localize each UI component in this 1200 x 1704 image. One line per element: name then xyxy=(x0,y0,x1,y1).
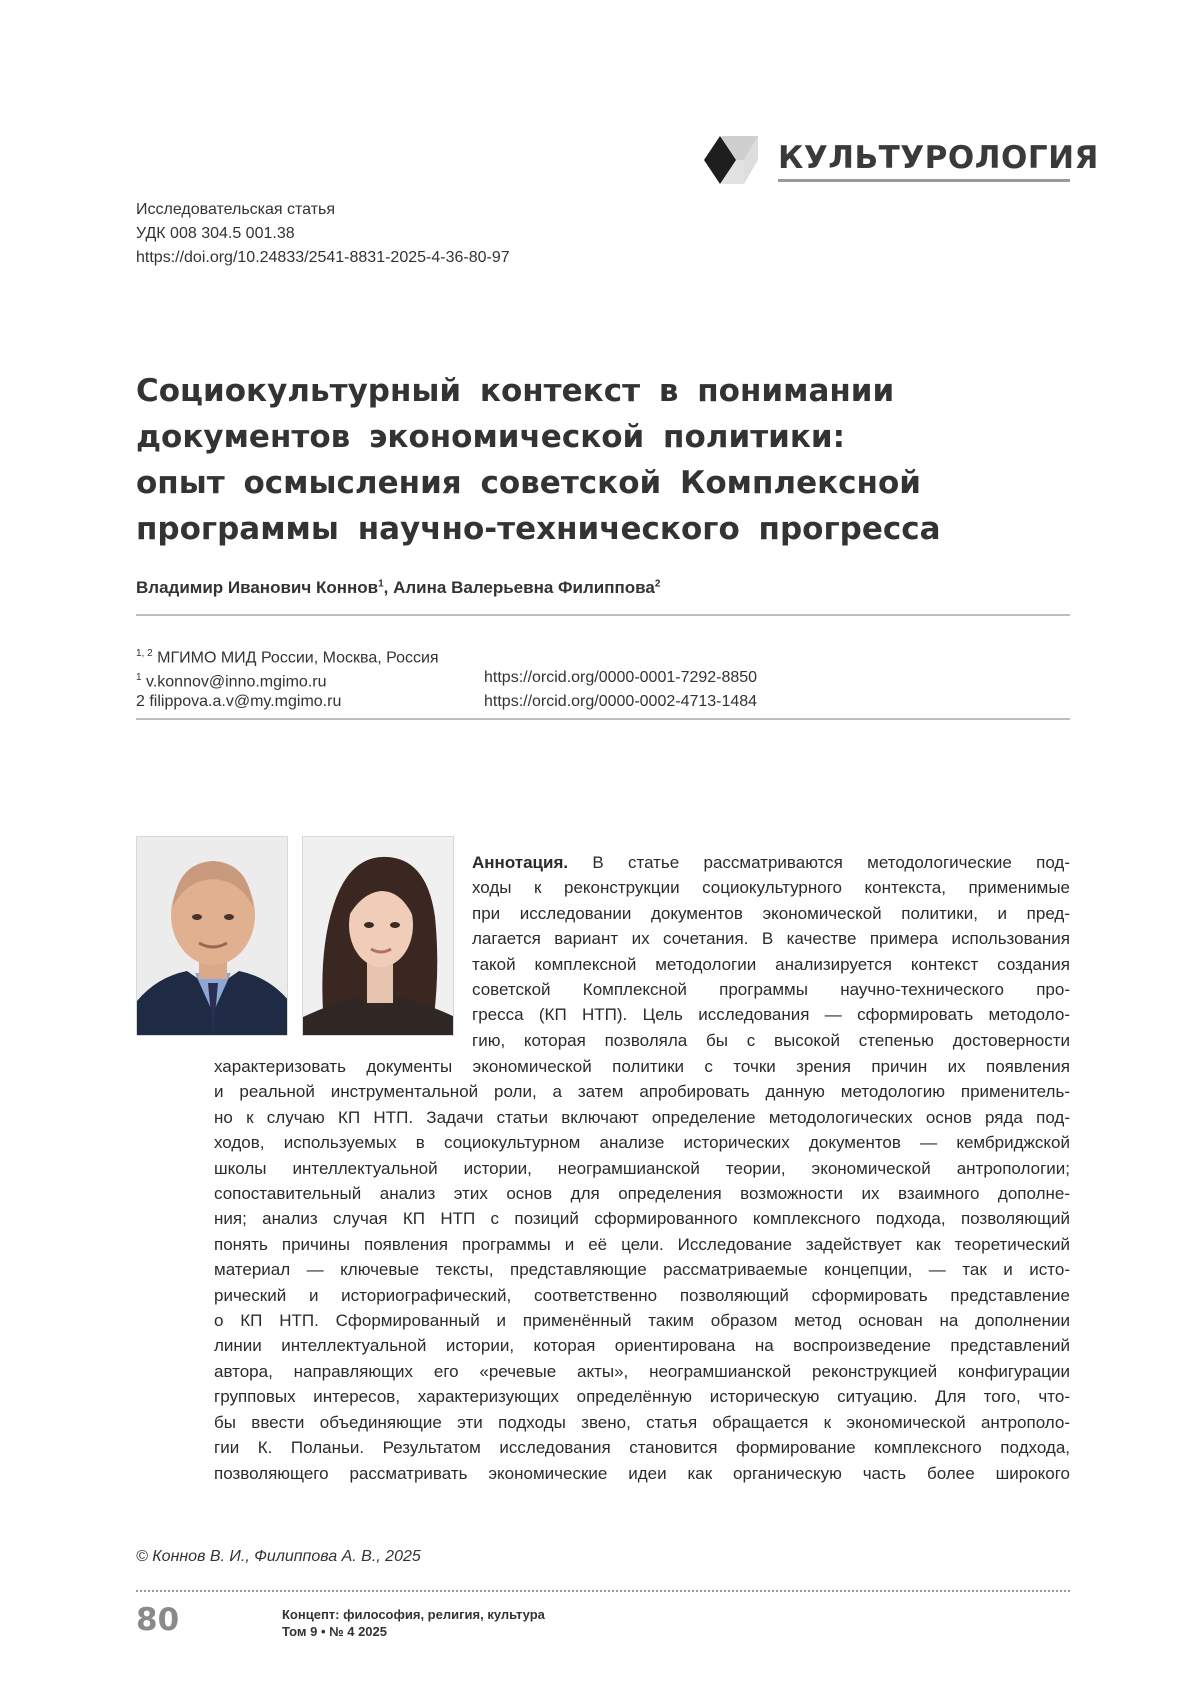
abstract-line: школы интеллектуальной истории, неограмшианской теории, экономической антропологии; xyxy=(214,1158,1070,1178)
udk-code: УДК 008 304.5 001.38 xyxy=(136,225,295,242)
abstract-line: гию, которая позволяла бы с высокой степенью достоверности xyxy=(472,1030,1070,1050)
abstract-line: сопоставительный анализ этих основ для определения возможности их взаимного дополне- xyxy=(214,1184,1070,1204)
abstract-line: автора, направляющих его «речевые акты», неограмшианской реконструкцией конфигурации xyxy=(214,1361,1070,1381)
divider xyxy=(136,614,1070,616)
abstract-top xyxy=(472,850,1070,1053)
section-header xyxy=(702,134,1099,186)
title-line: программы научно-технического прогресса xyxy=(136,511,941,547)
abstract-line: Аннотация. В статье рассматриваются методологические под- xyxy=(472,853,1070,872)
affiliations xyxy=(136,642,1070,714)
affiliation-org: МГИМО МИД России, Москва, Россия xyxy=(157,649,439,667)
section-title: КУЛЬТУРОЛОГИЯ xyxy=(778,140,1099,176)
email-1[interactable]: v.konnov@inno.mgimo.ru xyxy=(146,673,327,691)
abstract-line: ходы к реконструкции социокультурного контекста, применимые xyxy=(472,878,1070,898)
section-rule xyxy=(778,179,1070,182)
abstract-line: гресса (КП НТП). Цель исследования — сформировать методоло- xyxy=(472,1005,1070,1025)
journal-info xyxy=(282,1606,545,1640)
abstract-label: Аннотация. xyxy=(472,853,569,872)
abstract-line: ния; анализ случая КП НТП с позиций сформированного комплексного подхода, позволяющий xyxy=(214,1209,1070,1229)
abstract-line: линии интеллектуальной истории, которая ориентирована на воспроизведение представлений xyxy=(214,1336,1070,1356)
abstract-line: позволяющего рассматривать экономические идеи как органическую часть более широкого xyxy=(214,1463,1070,1483)
article-meta xyxy=(136,198,510,270)
abstract-line: лагается вариант их сочетания. В качестве примера использования xyxy=(472,929,1070,949)
author-1-photo xyxy=(136,836,288,1036)
author-separator: , xyxy=(383,578,394,597)
email-1-mark: 1 xyxy=(136,672,142,683)
author-2-mark: 2 xyxy=(654,578,661,590)
abstract-line: бы ввести объединяющие эти подходы звено, статья обращается к экономической антрополо- xyxy=(214,1412,1070,1432)
abstract-line: групповых интересов, характеризующих определённую историческую ситуацию. Для того, что- xyxy=(214,1387,1070,1407)
abstract-line: ходов, используемых в социокультурном анализе исторических документов — кембриджской xyxy=(214,1133,1070,1153)
abstract-line: о КП НТП. Сформированный и применённый таким образом метод основан на дополнении xyxy=(214,1311,1070,1331)
abstract-line: материал — ключевые тексты, представляющие рассматриваемые концепции, — так и исто- xyxy=(214,1260,1070,1280)
title-line: документов экономической политики: xyxy=(136,419,846,455)
copyright: © Коннов В. И., Филиппова А. В., 2025 xyxy=(136,1548,421,1565)
journal-name: Концепт: философия, религия, культура xyxy=(282,1607,545,1622)
author-1-name: Владимир Иванович Коннов xyxy=(136,578,379,597)
author-2-name: Алина Валерьевна Филиппова xyxy=(393,578,655,597)
page-number: 80 xyxy=(136,1602,180,1638)
abstract-line: и реальной инструментальной роли, а затем апробировать данную методологию применитель- xyxy=(214,1082,1070,1102)
abstract-line: но к случаю КП НТП. Задачи статьи включают определение методологических основ ряда под- xyxy=(214,1107,1070,1127)
title-line: Социокультурный контекст в понимании xyxy=(136,373,895,409)
abstract-bottom xyxy=(214,1054,1070,1486)
abstract-line: при исследовании документов экономической политики, и пред- xyxy=(472,903,1070,923)
author-1-mark: 1 xyxy=(378,578,384,590)
affiliation-org-row xyxy=(136,642,1070,666)
email-2[interactable]: 2 filippova.a.v@my.mgimo.ru xyxy=(136,693,342,710)
abstract-line: советской Комплексной программы научно-технического про- xyxy=(472,980,1070,1000)
article-title xyxy=(136,368,1076,552)
orcid-1-link[interactable]: https://orcid.org/0000-0001-7292-8850 xyxy=(484,669,758,686)
authors xyxy=(136,578,660,598)
orcid-2-link[interactable]: https://orcid.org/0000-0002-4713-1484 xyxy=(484,693,758,710)
author-2-photo xyxy=(302,836,454,1036)
article-type: Исследовательская статья xyxy=(136,201,336,218)
footer-divider xyxy=(136,1590,1070,1592)
abstract-line: гии К. Поланьи. Результатом исследования становится формирование комплексного подхода, xyxy=(214,1438,1070,1458)
doi-link[interactable]: https://doi.org/10.24833/2541-8831-2025-4-36-80-97 xyxy=(136,249,510,266)
abstract-line: рический и историографический, соответственно позволяющий сформировать представление xyxy=(214,1285,1070,1305)
affiliation-marks: 1, 2 xyxy=(136,648,153,659)
abstract-line: характеризовать документы экономической политики с точки зрения причин их появления xyxy=(214,1057,1070,1076)
abstract-line: такой комплексной методологии анализируется контекст создания xyxy=(472,954,1070,974)
divider xyxy=(136,718,1070,720)
abstract-line: понять причины появления программы и её цели. Исследование задействует как теоретический xyxy=(214,1234,1070,1254)
cube-icon xyxy=(702,134,760,186)
author-2-contacts xyxy=(136,690,1070,714)
journal-issue: Том 9 • № 4 2025 xyxy=(282,1624,387,1639)
title-line: опыт осмысления советской Комплексной xyxy=(136,465,921,501)
author-1-contacts xyxy=(136,666,1070,690)
